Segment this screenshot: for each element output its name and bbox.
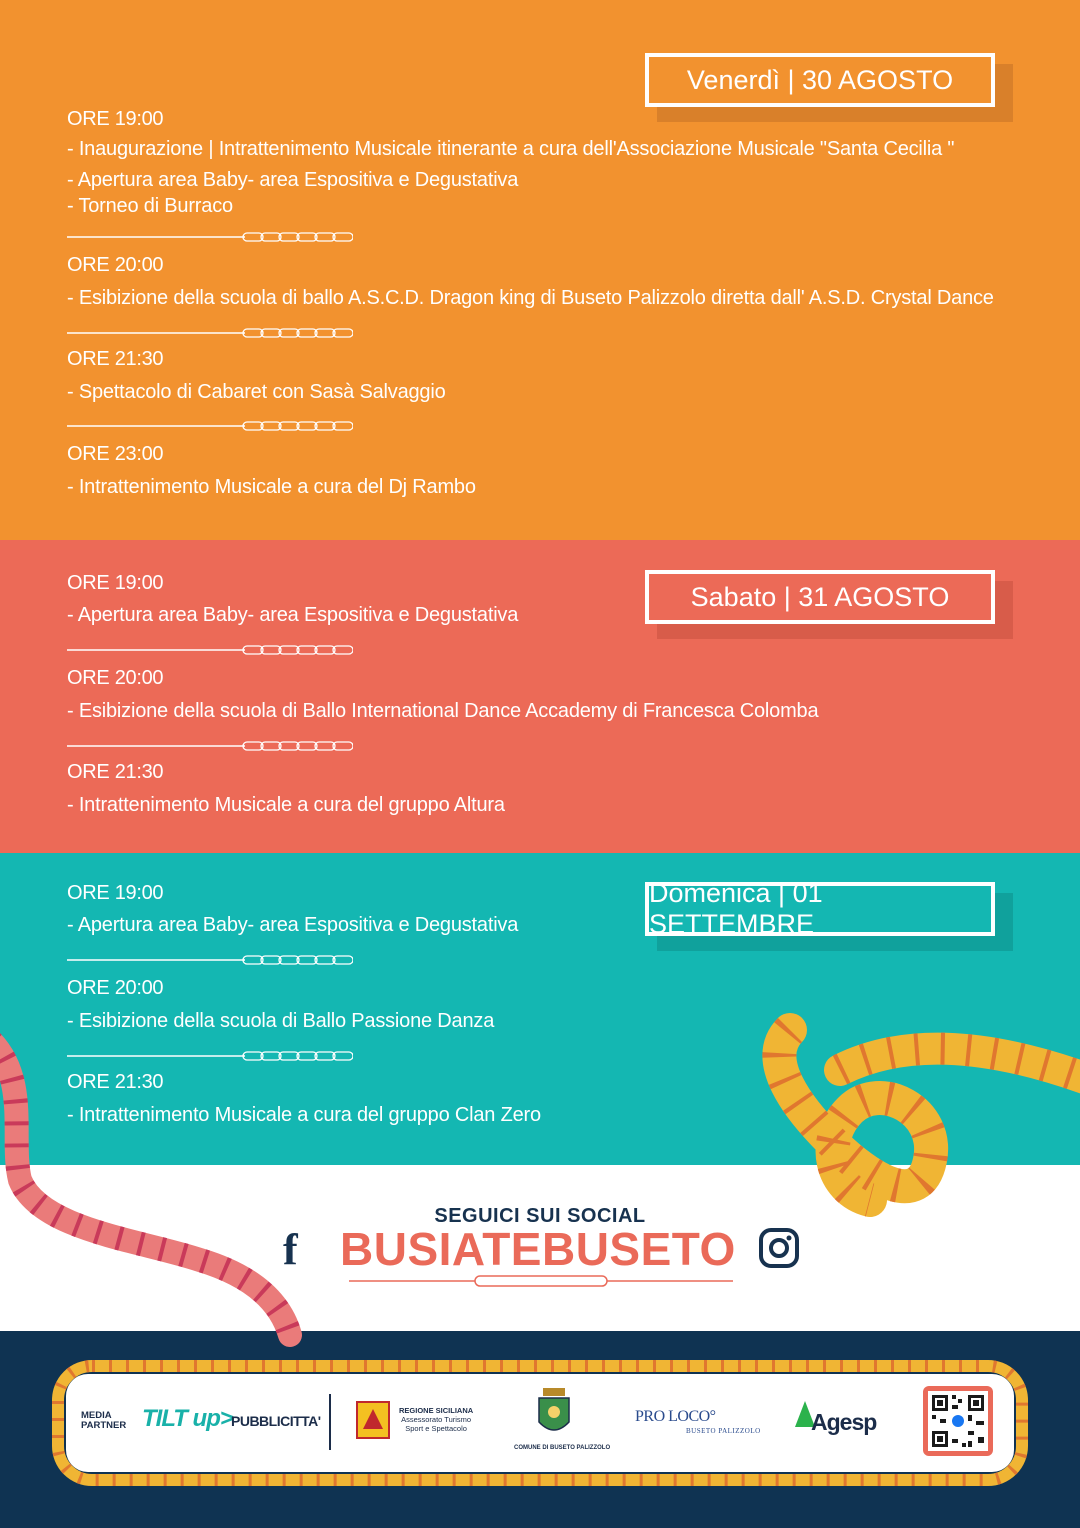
social-heading: SEGUICI SUI SOCIAL (434, 1205, 646, 1227)
regione-text (399, 1406, 473, 1433)
event-time: ORE 20:00 (67, 667, 164, 689)
event-time: ORE 20:00 (67, 254, 164, 276)
pink-rope (0, 1040, 290, 1335)
event-item: - Intrattenimento Musicale a cura del gruppo Clan Zero (67, 1104, 541, 1126)
event-time: ORE 21:30 (67, 761, 164, 783)
separator (329, 1394, 331, 1450)
event-time: ORE 21:30 (67, 1071, 164, 1093)
proloco-logo: PRO LOCO° (635, 1408, 716, 1425)
event-item: - Apertura area Baby- area Espositiva e Degustativa (67, 604, 519, 626)
event-item: - Inaugurazione | Intrattenimento Musicale itinerante a cura dell'Associazione Musicale "Santa Cecilia " (67, 138, 955, 160)
proloco-subtitle: BUSETO PALIZZOLO (686, 1427, 761, 1435)
regione-name: REGIONE SICILIANA (399, 1406, 474, 1415)
event-time: ORE 19:00 (67, 108, 164, 130)
agesp-logo: Agesp (811, 1409, 877, 1435)
event-time: ORE 19:00 (67, 572, 164, 594)
comune-crest-icon (535, 1388, 573, 1440)
instagram-icon[interactable] (759, 1228, 799, 1268)
event-time: ORE 20:00 (67, 977, 164, 999)
event-item: - Intrattenimento Musicale a cura del gruppo Altura (67, 794, 505, 816)
event-item: - Intrattenimento Musicale a cura del Dj Rambo (67, 476, 476, 498)
event-item: - Apertura area Baby- area Espositiva e Degustativa (67, 169, 519, 191)
qr-code-icon[interactable] (923, 1386, 993, 1456)
regione-dept: Assessorato Turismo (401, 1415, 472, 1424)
regione-dept2: Sport e Spettacolo (405, 1424, 467, 1433)
event-item: - Apertura area Baby- area Espositiva e Degustativa (67, 914, 519, 936)
event-item: - Esibizione della scuola di Ballo International Dance Accademy di Francesca Colomba (67, 700, 819, 722)
event-item: - Esibizione della scuola di Ballo Passione Danza (67, 1010, 495, 1032)
event-item: - Esibizione della scuola di ballo A.S.C.D. Dragon king di Buseto Palizzolo diretta dall' A.S.D. Crystal Dance (67, 287, 994, 309)
event-item: - Torneo di Burraco (67, 195, 233, 217)
event-time: ORE 19:00 (67, 882, 164, 904)
day-title-sunday: Domenica | 01 SETTEMBRE (645, 882, 995, 936)
regione-siciliana-emblem (356, 1401, 390, 1439)
facebook-icon[interactable]: f (283, 1225, 298, 1274)
chain-divider (349, 1274, 733, 1288)
event-time: ORE 23:00 (67, 443, 164, 465)
social-handle: BUSIATEBUSETO (340, 1223, 736, 1275)
comune-label: COMUNE DI BUSETO PALIZZOLO (514, 1445, 611, 1451)
event-time: ORE 21:30 (67, 348, 164, 370)
day-title-saturday: Sabato | 31 AGOSTO (645, 570, 995, 624)
day-title-friday: Venerdì | 30 AGOSTO (645, 53, 995, 107)
media-partner-label: MEDIA PARTNER (81, 1410, 127, 1431)
pubblicitta-logo: PUBBLICITTA' (231, 1413, 321, 1429)
tiltup-logo: TILT up> (142, 1405, 233, 1432)
event-item: - Spettacolo di Cabaret con Sasà Salvaggio (67, 381, 446, 403)
